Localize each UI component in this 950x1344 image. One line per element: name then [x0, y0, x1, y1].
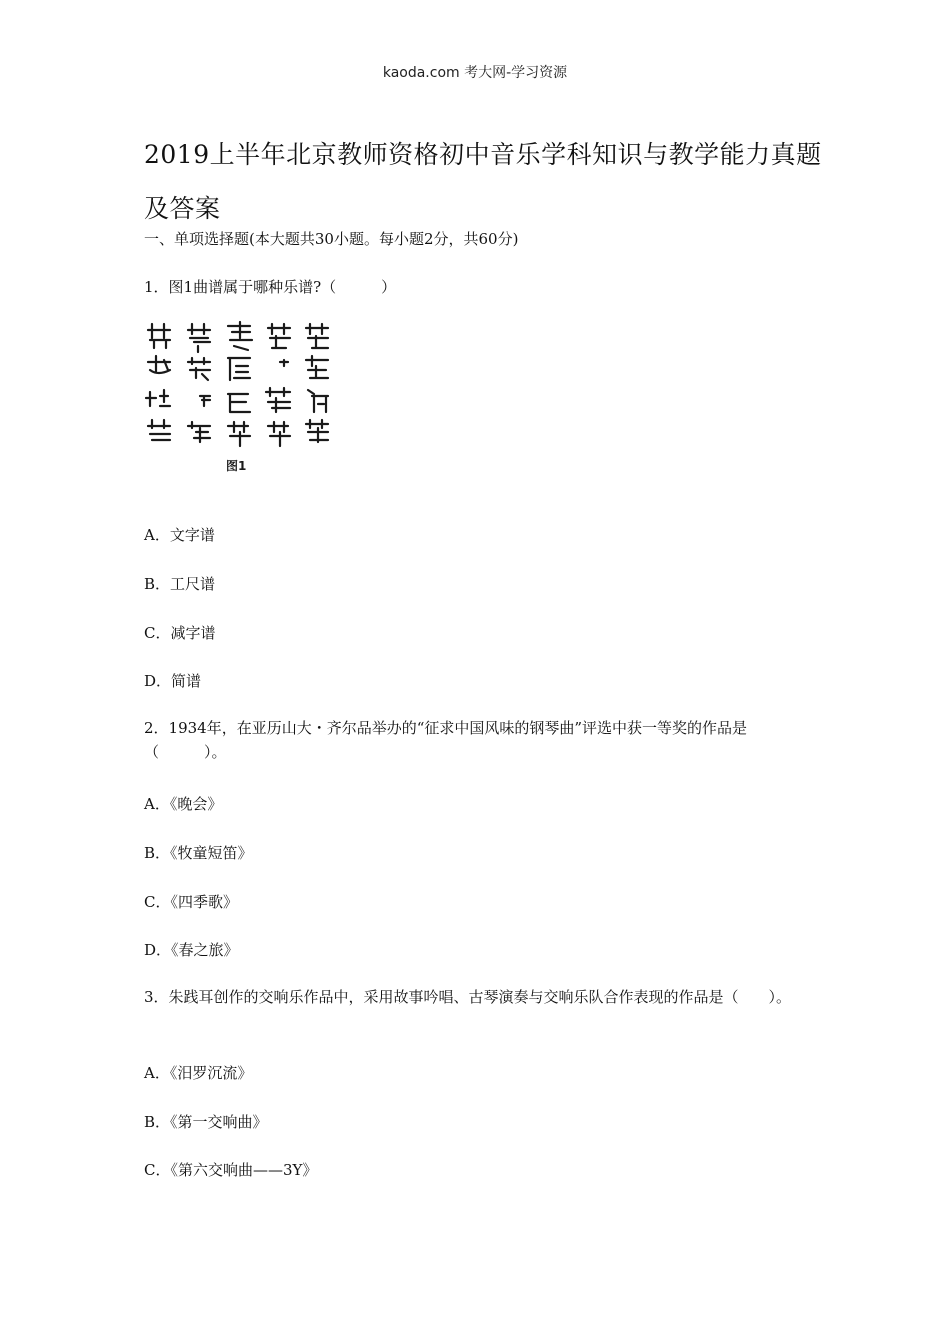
question-1-stem: 1．图1曲谱属于哪种乐谱?（ ） [144, 278, 397, 296]
question-1-option-b: B．工尺谱 [144, 575, 216, 593]
question-2-option-b: B．《牧童短笛》 [144, 844, 253, 862]
question-1-option-d: D．简谱 [144, 672, 202, 690]
page-header: kaoda.com 考大网-学习资源 [382, 65, 568, 81]
question-3-stem: 3．朱践耳创作的交响乐作品中，采用故事吟唱、古琴演奏与交响乐队合作表现的作品是（ ）。 [144, 988, 792, 1006]
question-2-option-d: D．《春之旅》 [144, 941, 239, 959]
question-2-option-a: A．《晚会》 [144, 795, 223, 813]
section-heading: 一、单项选择题(本大题共30小题。每小题2分，共60分) [144, 230, 519, 248]
figure-1-label: 图1 [226, 459, 247, 473]
question-2-stem: 2．1934年，在亚历山大・齐尔品举办的“征求中国风味的钢琴曲”评选中获一等奖的作品是（ ）。 [144, 719, 748, 761]
jianzipu-notation-image [140, 318, 345, 478]
document-title: 2019上半年北京教师资格初中音乐学科知识与教学能力真题及答案 [144, 140, 822, 223]
question-1-option-c: C．减字谱 [144, 624, 216, 642]
question-3-option-b: B．《第一交响曲》 [144, 1113, 268, 1131]
figure-1-jianzipu [140, 318, 345, 478]
question-3-option-a: A．《汨罗沉流》 [144, 1064, 253, 1082]
question-3-option-c: C．《第六交响曲——3Y》 [144, 1161, 318, 1179]
question-1-option-a: A．文字谱 [144, 526, 215, 544]
question-2-option-c: C．《四季歌》 [144, 893, 238, 911]
